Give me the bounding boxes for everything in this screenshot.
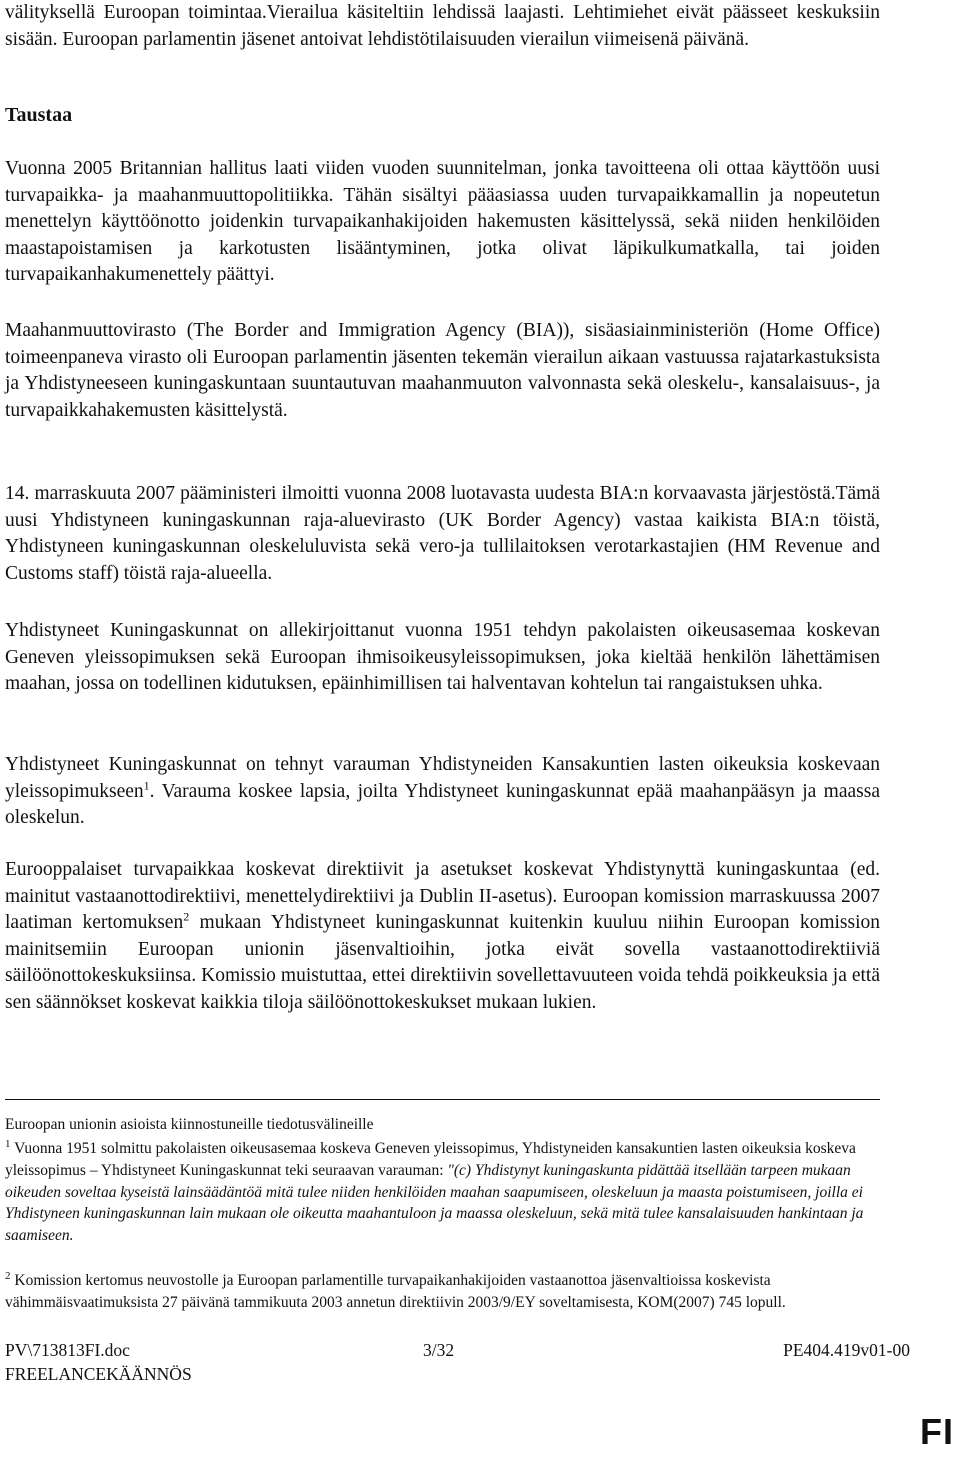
footnote-text: Vuonna 1951 solmittu pakolaisten oikeusasemaa koskeva Geneven yleissopimus, Yhdistyneiden kansakuntien lasten oikeuksia koskeva yleissopimus – Yhdistyneet Kuningaskunnat teki seuraavan varauman: — [5, 1140, 856, 1179]
footnote-number: 2 — [5, 1269, 11, 1282]
footer-file-name: PV\713813FI.doc — [5, 1340, 130, 1360]
paragraph-asylum-directives — [5, 857, 880, 1017]
paragraph-geneva-convention: Yhdistyneet Kuningaskunnat on allekirjoittanut vuonna 1951 tehdyn pakolaisten oikeusasemaa koskevan Geneven yleissopimuksen sekä Euroopan ihmisoikeusyleissopimuksen, joka kieltää henkilön lähettämisen maahan, jossa on todellinen kidutuksen, epäinhimillisen tai halventavan kohtelun tai rangaistuksen uhka. — [5, 620, 880, 695]
paragraph-text: Eurooppalaiset turvapaikkaa koskevat direktiivit ja asetukset koskevat Yhdistynyttä kuningaskuntaa (ed. mainitut vastaanottodirektiivi, menettelydirektiivi ja Dublin II-asetus). Euroopan komission marraskuussa 2007 laatiman kertomuksen — [5, 859, 880, 934]
paragraph-text: mukaan Yhdistyneet kuningaskunnat kuitenkin kuuluu niihin Euroopan komission mainitsemiin Euroopan unionin jäsenvaltioihin, jotka eivät sovella vastaanottodirektiiviä säilöönottokeskuksiinsa. Komissio muistuttaa, ettei direktiivin sovellettavuuteen voida tehdä poikkeuksia ja että sen säännökset koskevat kaikkia tiloja säilöönottokeskukset mukaan lukien. — [5, 912, 880, 1013]
footnote-1 — [5, 1138, 880, 1247]
footer-translator: FREELANCEKÄÄNNÖS — [5, 1364, 192, 1384]
footnote-ref-2[interactable]: 2 — [183, 909, 190, 924]
page-footer — [5, 1338, 910, 1386]
footer-page-number: 3/32 — [423, 1340, 455, 1360]
footnote-heading: Euroopan unionin asioista kiinnostuneille tiedotusvälineille — [5, 1116, 374, 1133]
section-heading: Taustaa — [5, 104, 73, 126]
paragraph-text: Yhdistyneet Kuningaskunnat on tehnyt varauman Yhdistyneiden Kansakuntien lasten oikeuksia koskevaan yleissopimukseen — [5, 754, 880, 802]
intro-paragraph: välityksellä Euroopan toimintaa.Vierailua käsiteltiin lehdissä laajasti. Lehtimiehet eivät päässeet keskuksiin sisään. Euroopan parlamentin jäsenet antoivat lehdistötilaisuuden vierailun viimeisenä päivänä. — [5, 2, 880, 50]
footnote-ref-1[interactable]: 1 — [143, 778, 150, 793]
footnote-number: 1 — [5, 1137, 11, 1150]
footnote-text: Komission kertomus neuvostolle ja Euroopan parlamentille turvapaikanhakijoiden vastaanottoa jäsenvaltioissa koskevista vähimmäisvaatimuksista 27 päivänä tammikuuta 2003 annetun direktiivin 2003/9/EY soveltamisesta, KOM(2007) 745 lopull. — [5, 1272, 786, 1311]
paragraph-border-agency: Maahanmuuttovirasto (The Border and Immigration Agency (BIA)), sisäasiainministeriön (Home Office) toimeenpaneva virasto oli Euroopan parlamentin jäsenten tekemän vierailun aikaan vastuussa rajatarkastuksista ja Yhdistyneeseen kuningaskuntaan suuntautuvan maahanmuuton valvonnasta sekä oleskelu-, kansalaisuus-, ja turvapaikkahakemusten käsittelystä. — [5, 320, 880, 421]
paragraph-child-rights-reservation — [5, 752, 880, 832]
paragraph-text: . Varauma koskee lapsia, joilta Yhdistyneet kuningaskunnat epää maahanpääsyn ja maassa oleskelun. — [5, 780, 880, 829]
footnote-separator — [5, 1099, 880, 1100]
footnote-2 — [5, 1270, 880, 1314]
footnote-quote: "(c) Yhdistynyt kuningaskunta pidättää itsellään tarpeen mukaan oikeuden soveltaa kyseistä lainsäädäntöä mitä tulee niiden henkilöiden maahan saapumiseen, oleskeluun ja maasta poistumiseen, joilla ei Yhdistyneen kuningaskunnan lain mukaan ole oikeutta maahantuloon ja maassa oleskeluun, sekä mitä tulee kansalaisuuden hankintaan ja saamiseen. — [5, 1161, 864, 1245]
footer-doc-ref: PE404.419v01-00 — [783, 1340, 910, 1360]
paragraph-five-year-plan: Vuonna 2005 Britannian hallitus laati viiden vuoden suunnitelman, jonka tavoitteena oli ottaa käyttöön uusi turvapaikka- ja maahanmuuttopolitiikka. Tähän sisältyi pääasiassa uuden turvapaikkamallin ja nopeutetun menettelyn käyttöönotto joidenkin turvapaikanhakijoiden hakemusten käsittelyssä, sekä niiden henkilöiden maastapoistamisen ja karkotusten lisääntyminen, jotka olivat läpikulkumatkalla, tai joiden turvapaikanhakumenettely päättyi. — [5, 158, 880, 286]
language-code: FI — [920, 1411, 954, 1452]
paragraph-uk-border-agency: 14. marraskuuta 2007 pääministeri ilmoitti vuonna 2008 luotavasta uudesta BIA:n korvaavasta järjestöstä.Tämä uusi Yhdistyneen kuningaskunnan raja-aluevirasto (UK Border Agency) vastaa kaikista BIA:n töistä, Yhdistyneen kuningaskunnan oleskeluluvista sekä vero-ja tullilaitoksen verotarkastajien (HM Revenue and Customs staff) töistä raja-alueella. — [5, 483, 880, 584]
